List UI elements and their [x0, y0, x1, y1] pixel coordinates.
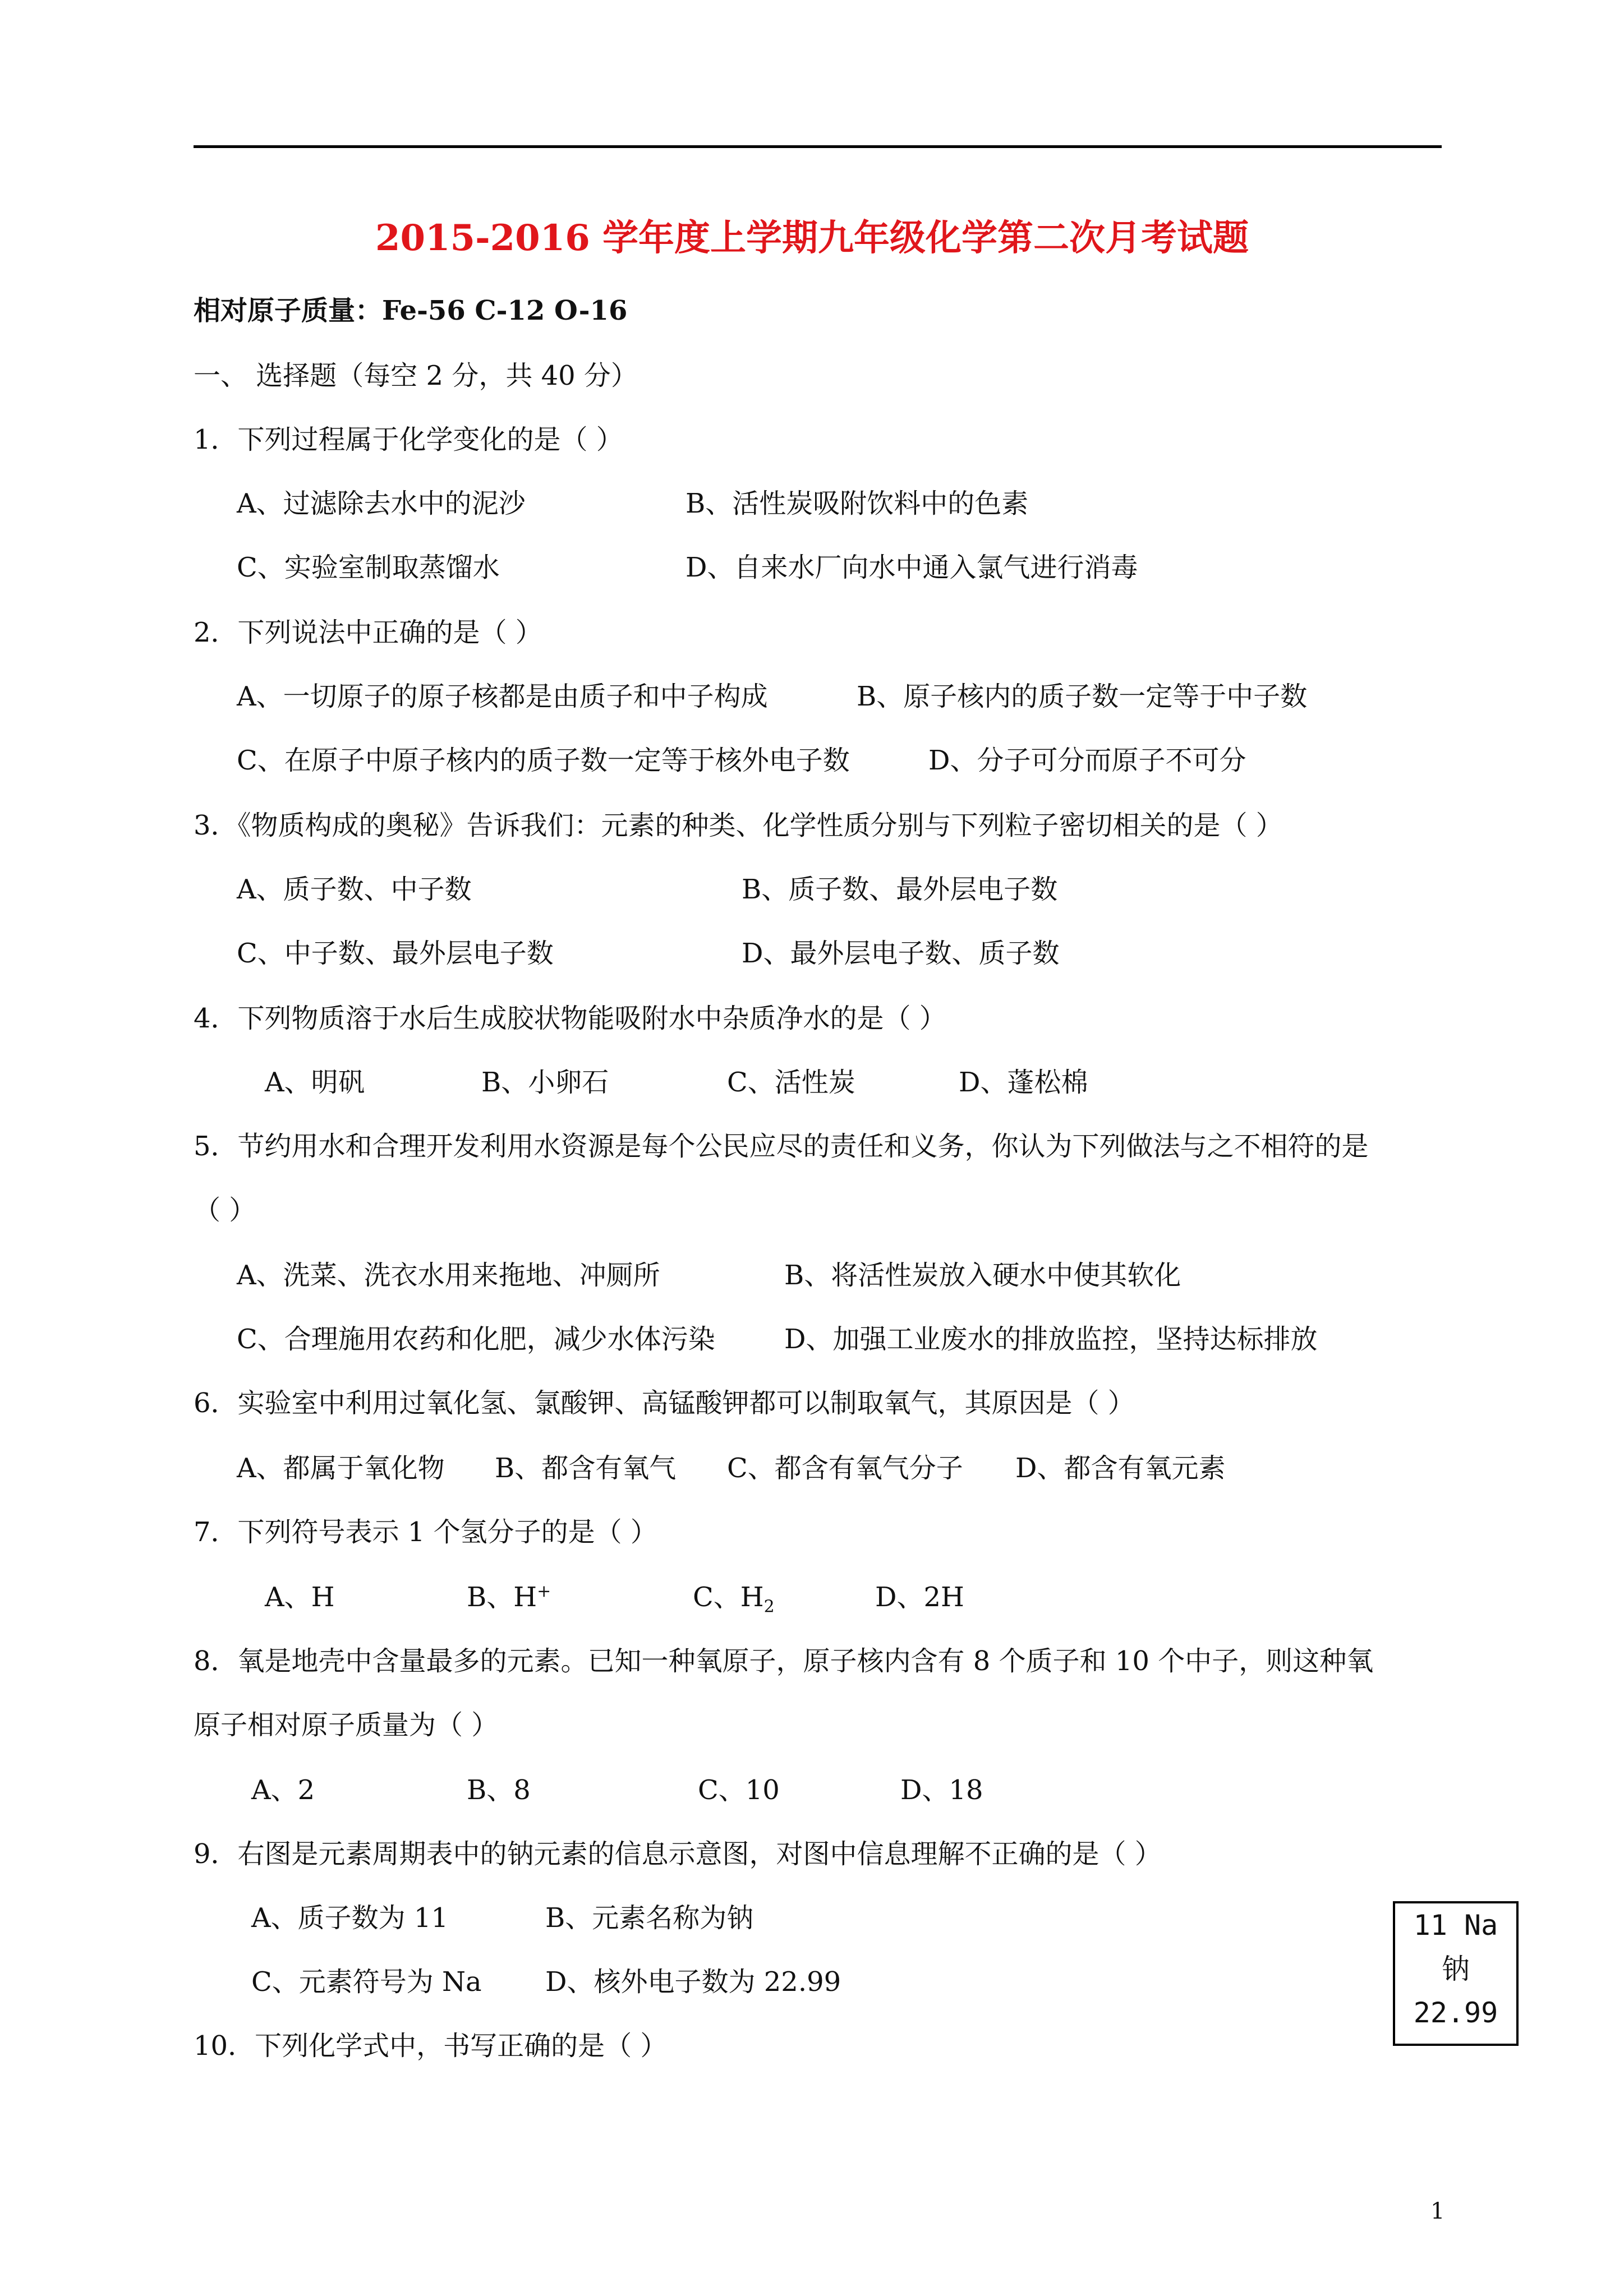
- q3-option-c: C、中子数、最外层电子数: [237, 938, 554, 969]
- q7-option-a: A、H: [265, 1582, 335, 1613]
- question-4-stem: 4．下列物质溶于水后生成胶状物能吸附水中杂质净水的是（ ）: [194, 1003, 946, 1034]
- question-8-stem: 8．氧是地壳中含量最多的元素。已知一种氧原子，原子核内含有 8 个质子和 10 个中子，则这种氧: [194, 1645, 1374, 1677]
- q6-option-a: A、都属于氧化物: [237, 1453, 445, 1484]
- question-3-stem: 3．《物质构成的奥秘》告诉我们：元素的种类、化学性质分别与下列粒子密切相关的是（ ）: [194, 810, 1283, 841]
- q7-option-d: D、2H: [875, 1582, 964, 1613]
- q8-option-b: B、8: [467, 1774, 531, 1806]
- section-heading: 一、 选择题（每空 2 分，共 40 分）: [194, 360, 638, 391]
- q1-option-b: B、活性炭吸附饮料中的色素: [686, 488, 1029, 519]
- question-8-stem-cont: 原子相对原子质量为（ ）: [194, 1709, 499, 1741]
- q7-option-b: B、H+: [467, 1582, 551, 1613]
- q3-option-d: D、最外层电子数、质子数: [742, 938, 1060, 969]
- q4-option-b: B、小卵石: [481, 1067, 609, 1098]
- q3-option-b: B、质子数、最外层电子数: [742, 874, 1058, 905]
- q5-option-b: B、将活性炭放入硬水中使其软化: [784, 1260, 1181, 1291]
- q1-option-a: A、过滤除去水中的泥沙: [237, 488, 526, 519]
- q2-option-a: A、一切原子的原子核都是由质子和中子构成: [237, 681, 768, 712]
- question-6-stem: 6．实验室中利用过氧化氢、氯酸钾、高锰酸钾都可以制取氧气，其原因是（ ）: [194, 1387, 1135, 1419]
- q5-option-d: D、加强工业废水的排放监控，坚持达标排放: [784, 1324, 1318, 1355]
- q9-option-a: A、质子数为 11: [251, 1902, 449, 1934]
- na-atomic-mass: 22.99: [1413, 1997, 1498, 2029]
- q2-option-b: B、原子核内的质子数一定等于中子数: [857, 681, 1308, 712]
- question-2-stem: 2．下列说法中正确的是（ ）: [194, 617, 542, 648]
- na-element-name: 钠: [1442, 1953, 1470, 1985]
- question-7-stem: 7．下列符号表示 1 个氢分子的是（ ）: [194, 1516, 657, 1548]
- q7-option-c: C、$H_2$: [693, 1582, 775, 1617]
- question-5-stem: 5．节约用水和合理开发利用水资源是每个公民应尽的责任和义务，你认为下列做法与之不相符的是: [194, 1131, 1369, 1162]
- question-5-stem-cont: （ ）: [194, 1195, 256, 1226]
- question-10-stem: 10．下列化学式中，书写正确的是（ ）: [194, 2030, 668, 2062]
- q8-option-d: D、18: [900, 1774, 983, 1806]
- question-1-stem: 1．下列过程属于化学变化的是（ ）: [194, 424, 623, 455]
- na-number-symbol: 11 Na: [1413, 1909, 1498, 1942]
- q4-option-d: D、蓬松棉: [959, 1067, 1088, 1098]
- q6-option-b: B、都含有氧气: [495, 1453, 677, 1484]
- sodium-element-card: [1393, 1901, 1519, 2046]
- q1-option-c: C、实验室制取蒸馏水: [237, 552, 500, 583]
- question-9-stem: 9．右图是元素周期表中的钠元素的信息示意图，对图中信息理解不正确的是（ ）: [194, 1838, 1162, 1870]
- header-rule: [194, 145, 1442, 148]
- q2-option-d: D、分子可分而原子不可分: [928, 745, 1246, 776]
- q4-option-c: C、活性炭: [727, 1067, 855, 1098]
- q5-option-a: A、洗菜、洗衣水用来拖地、冲厕所: [237, 1260, 660, 1291]
- q4-option-a: A、明矾: [265, 1067, 365, 1098]
- q9-option-c: C、元素符号为 Na: [251, 1966, 482, 1998]
- q5-option-c: C、合理施用农药和化肥，减少水体污染: [237, 1324, 715, 1355]
- page-title: 2015-2016 学年度上学期九年级化学第二次月考试题: [375, 217, 1249, 259]
- atomic-mass-line: 相对原子质量：Fe-56 C-12 O-16: [194, 295, 628, 326]
- q1-option-d: D、自来水厂向水中通入氯气进行消毒: [686, 552, 1138, 583]
- q2-option-c: C、在原子中原子核内的质子数一定等于核外电子数: [237, 745, 850, 776]
- q3-option-a: A、质子数、中子数: [237, 874, 472, 905]
- q6-option-d: D、都含有氧元素: [1015, 1453, 1226, 1484]
- q9-option-d: D、核外电子数为 22.99: [545, 1966, 841, 1998]
- page-number: 1: [1430, 2198, 1445, 2224]
- q6-option-c: C、都含有氧气分子: [727, 1453, 963, 1484]
- q9-option-b: B、元素名称为钠: [545, 1902, 754, 1934]
- q8-option-a: A、2: [251, 1774, 315, 1806]
- q8-option-c: C、10: [698, 1774, 780, 1806]
